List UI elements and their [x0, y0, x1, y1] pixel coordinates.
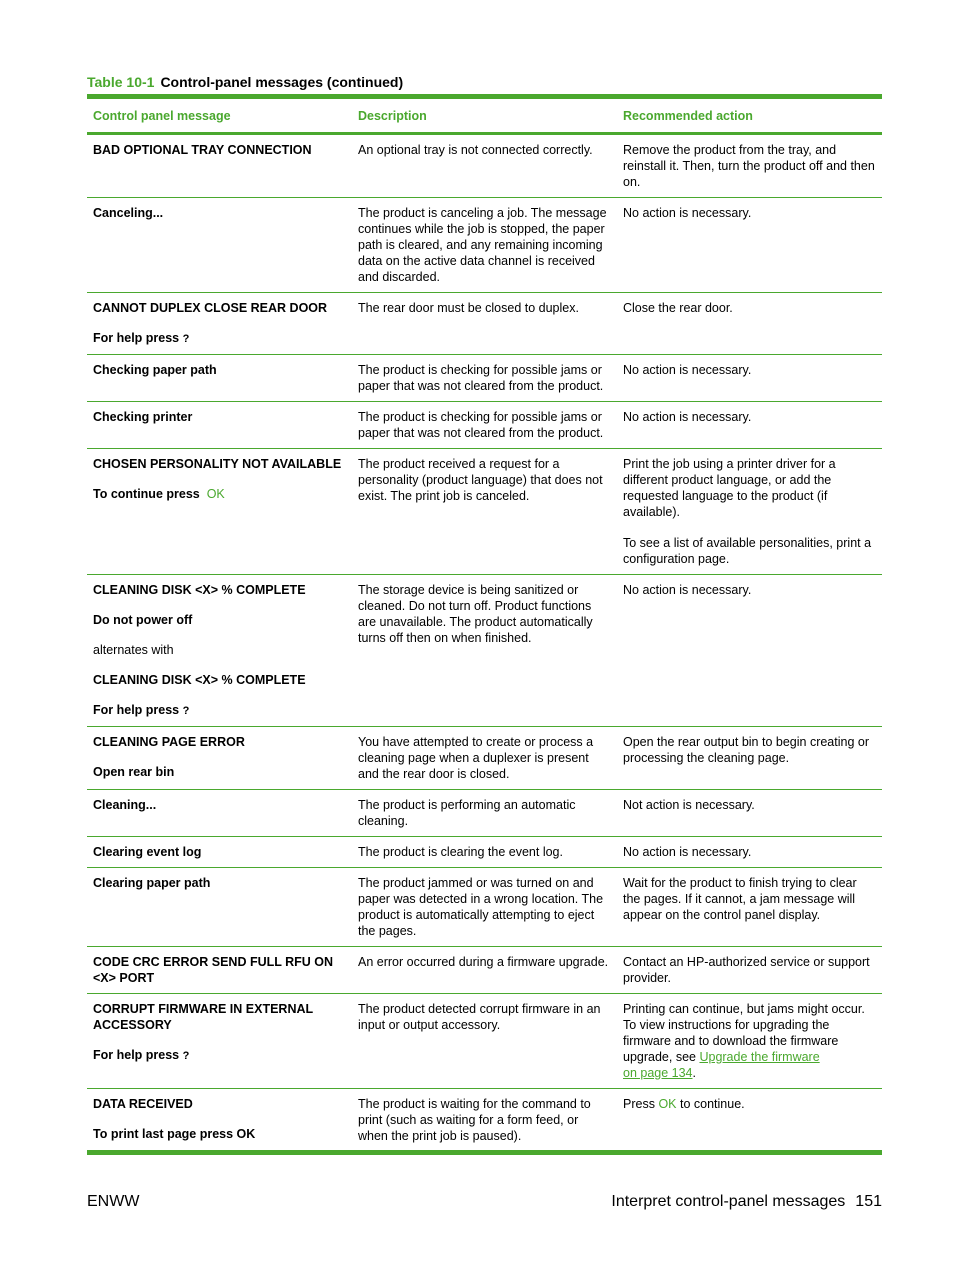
column-header-action: Recommended action	[617, 97, 882, 134]
message-text: BAD OPTIONAL TRAY CONNECTION	[93, 143, 312, 157]
table-row	[87, 1089, 882, 1153]
message-text: CODE CRC ERROR SEND FULL RFU ON <X> PORT	[93, 955, 334, 985]
message-cell	[87, 575, 352, 727]
table-row	[87, 198, 882, 293]
help-prompt: For help press ?	[93, 331, 190, 345]
action-cell: Close the rear door.	[617, 293, 882, 355]
action-cell: No action is necessary.	[617, 402, 882, 449]
action-cell: Wait for the product to finish trying to clear the pages. If it cannot, a jam message will appear on the control panel display.	[617, 868, 882, 947]
table-row	[87, 790, 882, 837]
message-cell	[87, 837, 352, 868]
description-cell: An optional tray is not connected correctly.	[352, 134, 617, 198]
alternates-note: alternates with	[93, 643, 174, 657]
description-cell: The product is performing an automatic cleaning.	[352, 790, 617, 837]
action-cell: Contact an HP-authorized service or support provider.	[617, 947, 882, 994]
description-cell: The product received a request for a personality (product language) that does not exist. The print job is canceled.	[352, 449, 617, 575]
description-cell: The product is waiting for the command to print (such as waiting for a form feed, or when the print job is paused).	[352, 1089, 617, 1153]
message-text: Cleaning...	[93, 798, 157, 812]
message-text: Clearing paper path	[93, 876, 211, 890]
message-text: Open rear bin	[93, 765, 175, 779]
upgrade-firmware-link[interactable]: Upgrade the firmware	[699, 1050, 820, 1064]
message-cell	[87, 355, 352, 402]
table-title: Control-panel messages (continued)	[160, 74, 404, 90]
table-row	[87, 994, 882, 1089]
footer-left: ENWW	[87, 1193, 140, 1210]
table-row	[87, 293, 882, 355]
table-header-row	[87, 97, 882, 134]
action-cell: No action is necessary.	[617, 837, 882, 868]
page-reference-link[interactable]: on page 134	[623, 1066, 693, 1080]
footer-right	[611, 1193, 882, 1211]
table-row	[87, 837, 882, 868]
ok-button-label: OK	[658, 1097, 677, 1111]
table-row	[87, 449, 882, 575]
control-panel-messages-table	[87, 94, 882, 1155]
message-cell	[87, 402, 352, 449]
message-text: CLEANING DISK <X> % COMPLETE	[93, 673, 306, 687]
message-text: To print last page press OK	[93, 1127, 256, 1141]
help-prompt: For help press ?	[93, 1048, 190, 1062]
message-text: Checking printer	[93, 410, 193, 424]
table-row	[87, 402, 882, 449]
column-header-message: Control panel message	[87, 97, 352, 134]
description-cell: The product is checking for possible jams or paper that was not cleared from the product.	[352, 402, 617, 449]
action-cell: No action is necessary.	[617, 355, 882, 402]
description-cell: An error occurred during a firmware upgrade.	[352, 947, 617, 994]
message-text: Checking paper path	[93, 363, 217, 377]
description-cell: You have attempted to create or process a cleaning page when a duplexer is present and the rear door is closed.	[352, 727, 617, 790]
message-text: CORRUPT FIRMWARE IN EXTERNAL ACCESSORY	[93, 1002, 313, 1032]
message-cell	[87, 1089, 352, 1153]
message-text: Do not power off	[93, 613, 193, 627]
action-text: Press	[623, 1097, 655, 1111]
continue-prompt: To continue press OK	[93, 487, 225, 501]
message-text: CLEANING DISK <X> % COMPLETE	[93, 583, 306, 597]
description-cell: The product jammed or was turned on and paper was detected in a wrong location. The product is automatically attempting to eject the pages.	[352, 868, 617, 947]
action-cell: Remove the product from the tray, and reinstall it. Then, turn the product off and then on.	[617, 134, 882, 198]
action-cell: Open the rear output bin to begin creating or processing the cleaning page.	[617, 727, 882, 790]
message-cell	[87, 198, 352, 293]
message-text: Clearing event log	[93, 845, 202, 859]
action-text: Printing can continue, but jams might occur. To view instructions for upgrading the firmware and to download the firmware upgrade, see	[623, 1002, 865, 1064]
page-number: 151	[855, 1193, 882, 1210]
message-cell	[87, 293, 352, 355]
table-row	[87, 355, 882, 402]
description-cell: The product is checking for possible jams or paper that was not cleared from the product.	[352, 355, 617, 402]
help-prompt: For help press ?	[93, 703, 190, 717]
table-number: Table 10-1	[87, 74, 155, 90]
action-cell	[617, 1089, 882, 1153]
table-caption	[87, 74, 403, 90]
action-text: Print the job using a printer driver for a different product language, or add the requested language to the product (if available).	[623, 457, 836, 519]
help-icon: ?	[182, 333, 190, 345]
description-cell: The product detected corrupt firmware in an input or output accessory.	[352, 994, 617, 1089]
help-icon: ?	[182, 705, 190, 717]
description-cell: The storage device is being sanitized or cleaned. Do not turn off. Product functions are unavailable. The product automatically turns off then on when finished.	[352, 575, 617, 727]
table-row	[87, 947, 882, 994]
footer-section-title: Interpret control-panel messages	[611, 1193, 846, 1210]
message-cell	[87, 727, 352, 790]
message-cell	[87, 868, 352, 947]
table-row	[87, 868, 882, 947]
message-cell	[87, 947, 352, 994]
action-text-extra: To see a list of available personalities, print a configuration page.	[623, 536, 872, 566]
action-cell: Not action is necessary.	[617, 790, 882, 837]
ok-button-label: OK	[206, 487, 225, 501]
description-cell: The product is clearing the event log.	[352, 837, 617, 868]
description-cell: The rear door must be closed to duplex.	[352, 293, 617, 355]
message-text: DATA RECEIVED	[93, 1097, 193, 1111]
help-icon: ?	[182, 1050, 190, 1062]
table-row	[87, 727, 882, 790]
message-text: CHOSEN PERSONALITY NOT AVAILABLE	[93, 457, 342, 471]
action-cell	[617, 449, 882, 575]
action-text-end: to continue.	[679, 1097, 745, 1111]
message-cell	[87, 134, 352, 198]
table-row	[87, 575, 882, 727]
action-text-end: .	[692, 1066, 696, 1080]
description-cell: The product is canceling a job. The message continues while the job is stopped, the paper path is cleared, and any remaining incoming data on the active data channel is received and discarded.	[352, 198, 617, 293]
message-cell	[87, 790, 352, 837]
message-text: CLEANING PAGE ERROR	[93, 735, 245, 749]
table-row	[87, 134, 882, 198]
action-cell	[617, 994, 882, 1089]
action-cell: No action is necessary.	[617, 198, 882, 293]
message-cell	[87, 994, 352, 1089]
message-cell	[87, 449, 352, 575]
column-header-description: Description	[352, 97, 617, 134]
message-text: Canceling...	[93, 206, 164, 220]
message-text: CANNOT DUPLEX CLOSE REAR DOOR	[93, 301, 328, 315]
action-cell: No action is necessary.	[617, 575, 882, 727]
